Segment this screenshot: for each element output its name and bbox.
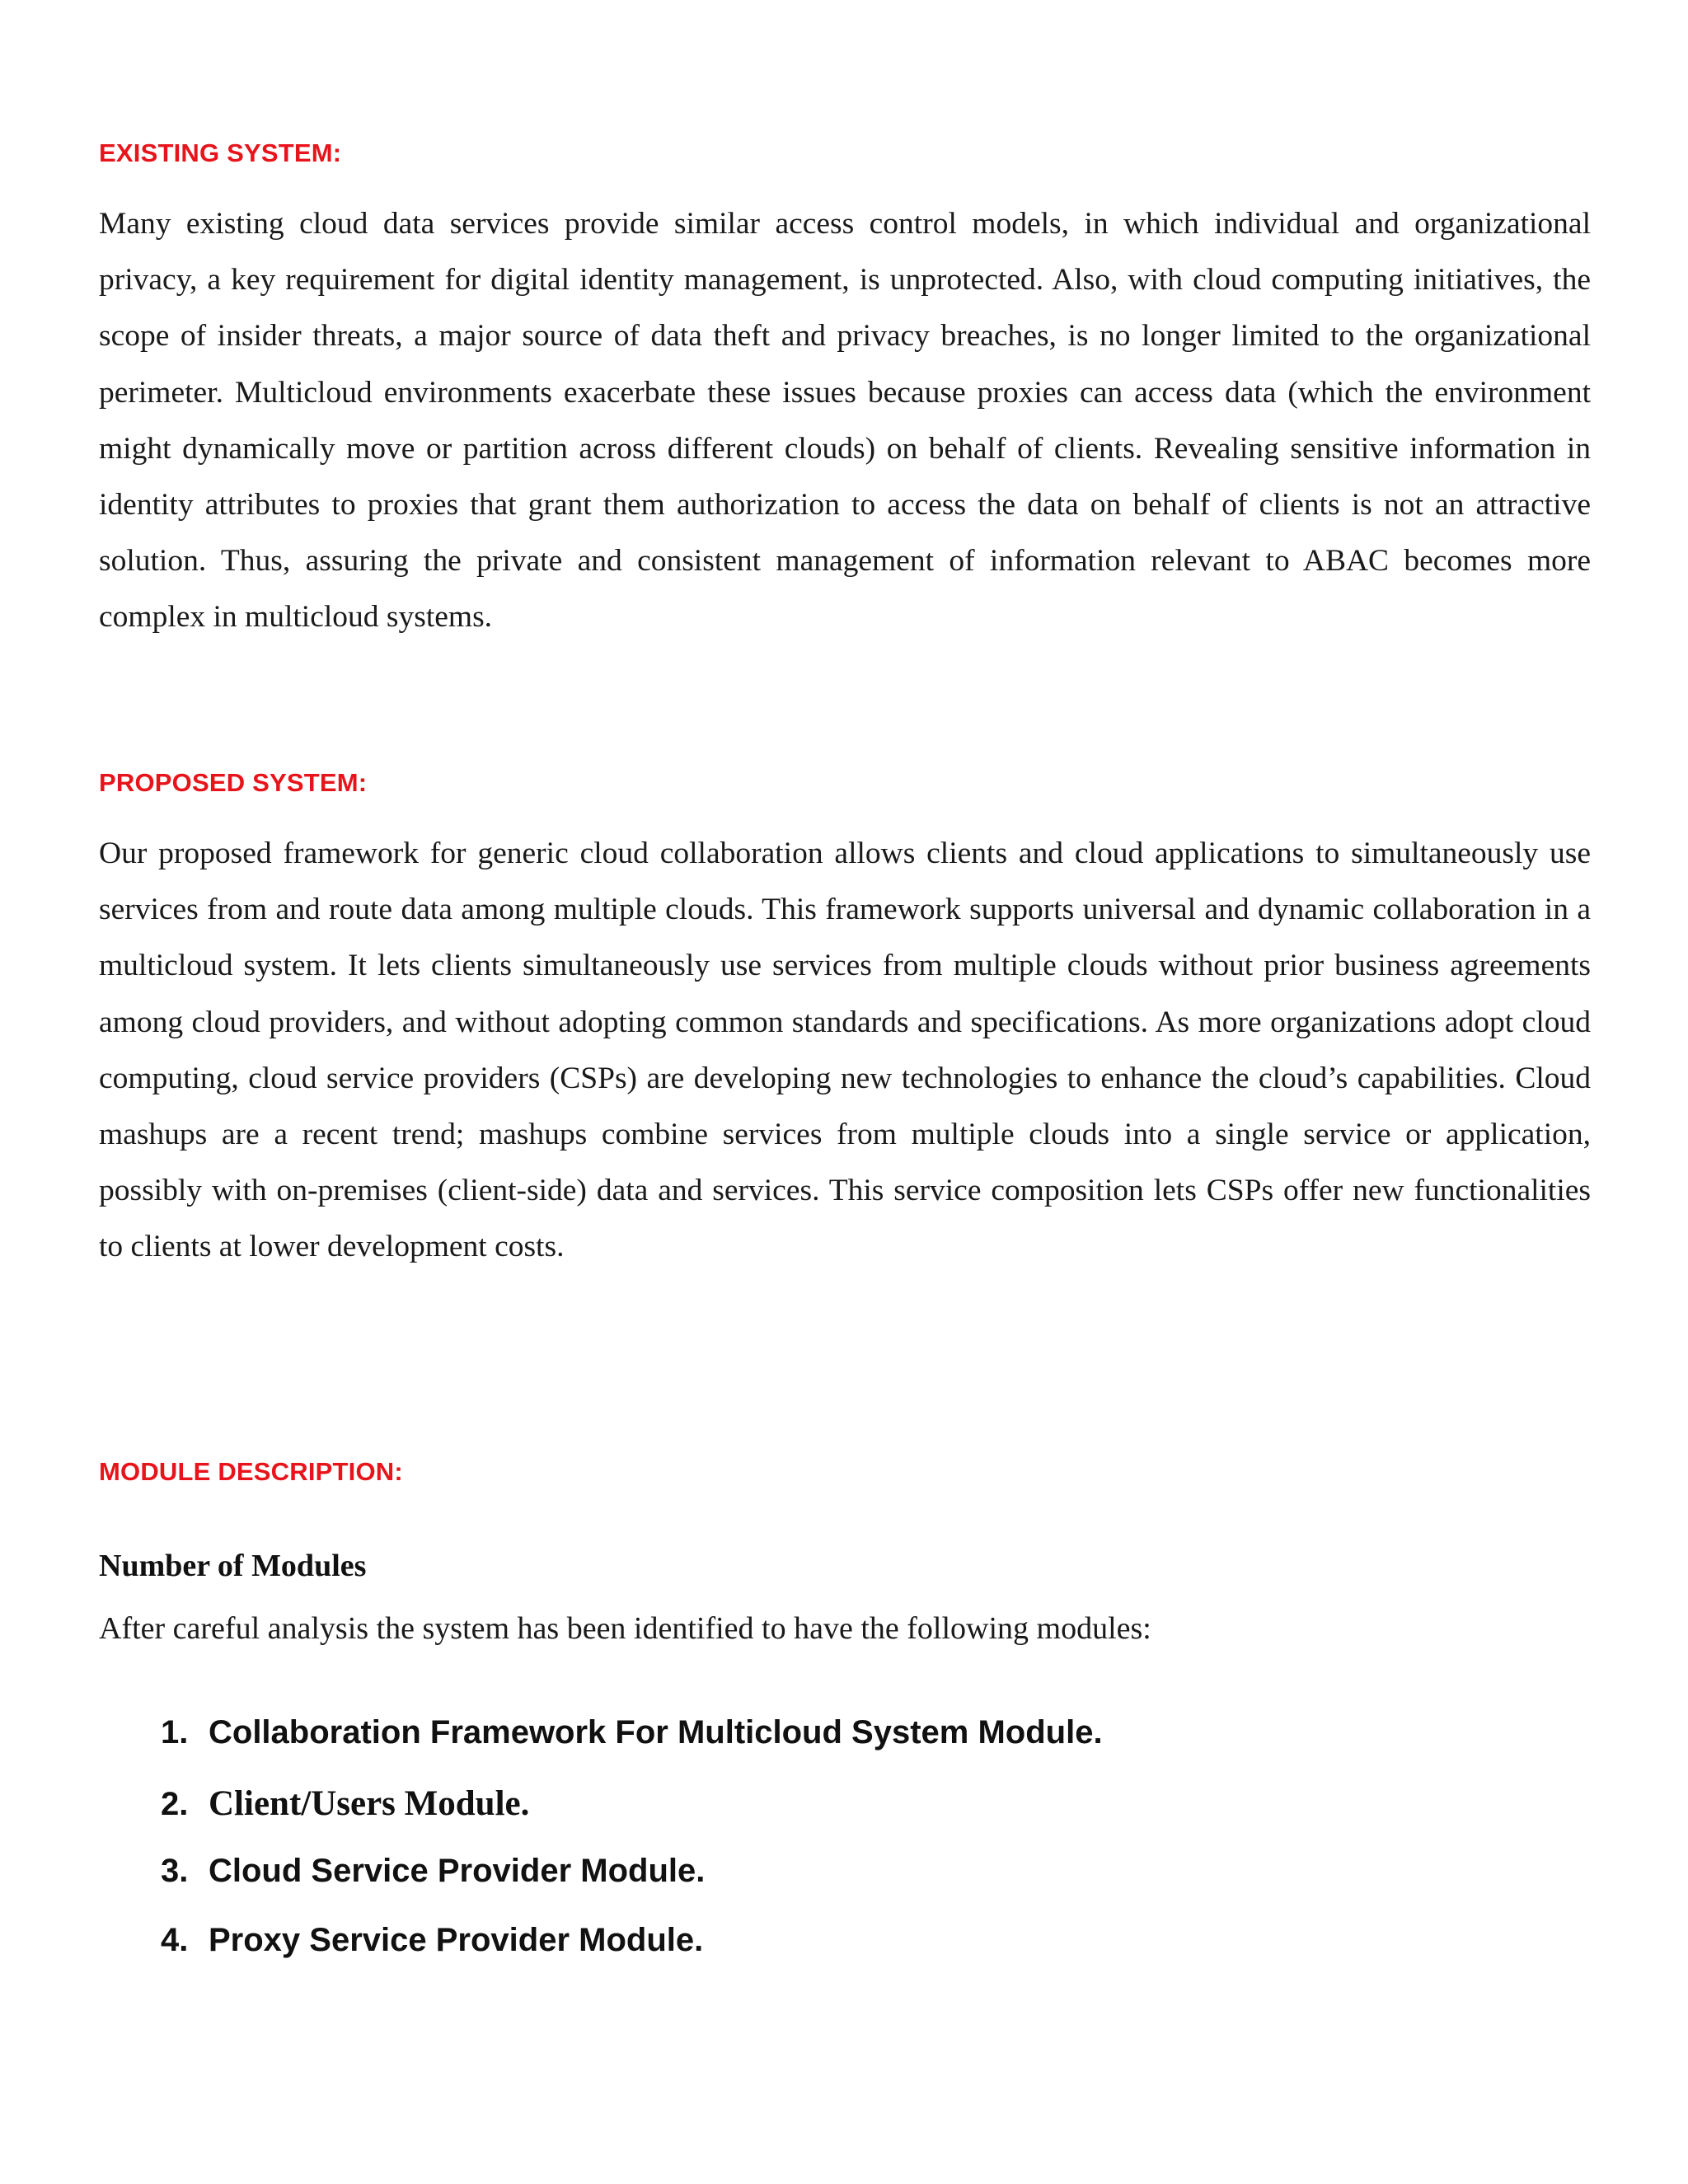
proposed-system-paragraph: Our proposed framework for generic cloud collaboration allows clients and cloud applications to simultaneously use services from and route data among multiple clouds. This framework supports universal and dynamic collaboration in a multicloud system. It lets clients simultaneously use services from multiple clouds without prior business agreements among cloud providers, and without adopting common standards and specifications. As more organizations adopt cloud computing, cloud service providers (CSPs) are developing new technologies to enhance the cloud’s capabilities. Cloud mashups are a recent trend; mashups combine services from multiple clouds into a single service or application, possibly with on-premises (client-side) data and services. This service composition lets CSPs offer new functionalities to clients at lower development costs. — [99, 837, 1591, 1264]
module-label: Collaboration Framework For Multicloud System Module. — [209, 1714, 1103, 1750]
module-description-heading: MODULE DESCRIPTION: — [99, 1457, 403, 1486]
module-item-proxy-service-provider — [161, 1922, 1103, 1991]
module-label: Client/Users Module. — [209, 1784, 530, 1823]
existing-system-paragraph: Many existing cloud data services provide similar access control models, in which individual and organizational privacy, a key requirement for digital identity management, is unprotected. Also, with cloud computing initiatives, the scope of insider threats, a major source of data theft and privacy breaches, is no longer limited to the organizational perimeter. Multicloud environments exacerbate these issues because proxies can access data (which the environment might dynamically move or partition across different clouds) on behalf of clients. Revealing sensitive information in identity attributes to proxies that grant them authorization to access the data on behalf of clients is not an attractive solution. Thus, assuring the private and consistent management of information relevant to ABAC becomes more complex in multicloud systems. — [99, 207, 1591, 635]
module-number: 3. — [161, 1853, 189, 1889]
module-number: 1. — [161, 1714, 189, 1750]
proposed-system-heading: PROPOSED SYSTEM: — [99, 768, 368, 797]
existing-system-heading: EXISTING SYSTEM: — [99, 138, 342, 167]
module-item-client-users — [161, 1783, 1103, 1853]
module-item-collaboration-framework — [161, 1714, 1103, 1783]
module-item-cloud-service-provider — [161, 1853, 1103, 1922]
module-label: Cloud Service Provider Module. — [209, 1853, 706, 1889]
module-list — [161, 1714, 1103, 1991]
module-number: 4. — [161, 1922, 189, 1958]
number-of-modules-subheading: Number of Modules — [99, 1549, 367, 1583]
module-number: 2. — [161, 1786, 189, 1822]
module-label: Proxy Service Provider Module. — [209, 1922, 704, 1958]
modules-intro-text: After careful analysis the system has been identified to have the following modules: — [99, 1611, 1151, 1646]
